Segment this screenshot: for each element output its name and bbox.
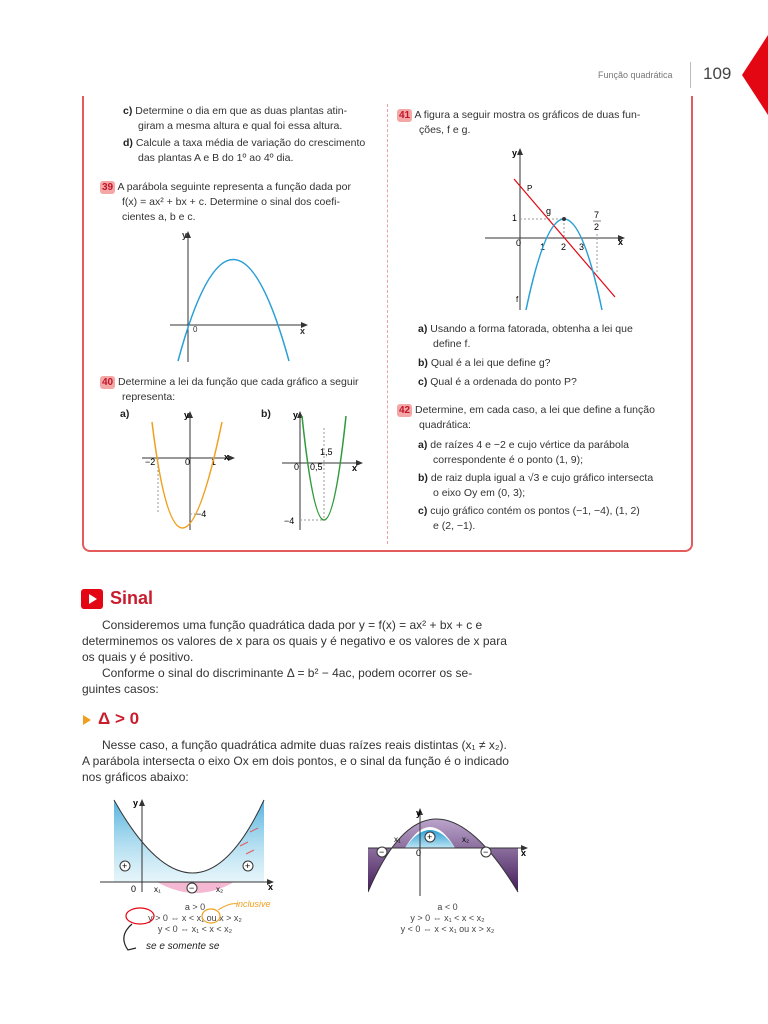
svg-text:x₁: x₁	[394, 835, 401, 844]
svg-text:P: P	[527, 184, 533, 193]
svg-text:+: +	[427, 832, 433, 842]
svg-text:x: x	[618, 237, 624, 247]
exercise-41-items: a) Usando a forma fatorada, obtenha a lei que define f. b) Qual é a lei que define g? c) Qual é a ordenada do ponto P?	[418, 323, 633, 388]
svg-text:y: y	[512, 148, 518, 158]
header-divider	[690, 62, 691, 88]
svg-text:y: y	[416, 808, 422, 818]
svg-text:−: −	[189, 883, 195, 893]
svg-text:y: y	[184, 410, 190, 420]
svg-text:x: x	[300, 326, 306, 336]
graph-40a-label: a)	[120, 408, 130, 420]
handwritten-note-inclusive: inclusive	[236, 899, 271, 909]
svg-text:x: x	[224, 452, 230, 462]
subsection-text: Nesse caso, a função quadrática admite duas raízes reais distintas (x₁ ≠ x₂). A parábola intersecta o eixo Ox em dois pontos, e o sinal da função é o indicado nos gráficos abaixo:	[82, 738, 509, 784]
svg-text:x₂: x₂	[462, 835, 470, 844]
svg-text:x₁: x₁	[154, 885, 161, 894]
svg-text:1: 1	[211, 457, 217, 467]
graph-40b-label: b)	[261, 408, 271, 420]
svg-text:−: −	[379, 847, 385, 857]
svg-text:−2: −2	[145, 457, 156, 467]
svg-text:x: x	[268, 882, 274, 892]
page-tab-marker	[742, 35, 768, 115]
exercise-41: 41 A figura a seguir mostra os gráficos de duas fun- ções, f e g.	[399, 109, 641, 136]
svg-text:2: 2	[561, 242, 567, 252]
exercise-number: 42	[399, 405, 411, 416]
exercise-42-items: a) de raízes 4 e −2 e cujo vértice da parábola correspondente é o ponto (1, 9); b) de raiz dupla igual a √3 e cujo gráfico intersecta o eixo Oy em (0, 3); c) cujo gráfico contém os pontos (−1, −4), (1, 2) e (2, −1).	[418, 439, 654, 532]
svg-text:g: g	[546, 206, 552, 216]
svg-text:0: 0	[185, 457, 191, 467]
svg-text:0,5: 0,5	[310, 462, 323, 472]
svg-text:y: y	[182, 230, 188, 240]
svg-text:0: 0	[294, 462, 300, 472]
exercise-number: 40	[102, 377, 114, 388]
svg-text:y: y	[133, 798, 139, 808]
exercise-39: 39 A parábola seguinte representa a função dada por f(x) = ax² + bx + c. Determine o sinal dos coefi- cientes a, b e c.	[102, 181, 351, 223]
subsection-title: Δ > 0	[98, 709, 140, 728]
handwritten-arrow	[118, 922, 148, 954]
sign-graph-downward	[368, 806, 533, 898]
section-intro: Consideremos uma função quadrática dada por y = f(x) = ax² + bx + c e determinemos os valores de x para os quais y é negativo e os valores de x para os quais y é positivo. Conforme o sinal do discriminante Δ = b² − 4ac, podem ocorrer os se- guintes casos:	[82, 618, 507, 696]
svg-text:x: x	[521, 848, 527, 858]
svg-text:+: +	[122, 861, 128, 871]
svg-text:3: 3	[579, 242, 585, 252]
svg-text:+: +	[245, 861, 251, 871]
exercise-40: 40 Determine a lei da função que cada gráfico a seguir representa:	[102, 376, 359, 403]
section-icon	[81, 589, 103, 609]
exercise-number: 41	[399, 110, 411, 121]
svg-text:f: f	[516, 295, 519, 304]
exercise-42: 42 Determine, em cada caso, a lei que define a função quadrática:	[399, 404, 655, 431]
svg-text:1: 1	[540, 242, 546, 252]
subsection-marker	[82, 713, 92, 732]
running-title: Função quadrática	[598, 70, 673, 80]
item-c: c) Determine o dia em que as duas plantas atin- giram a mesma altura e qual foi essa altura.	[123, 105, 348, 132]
svg-text:x₂: x₂	[216, 885, 224, 894]
handwritten-note-iff: se e somente se	[146, 941, 220, 952]
graph-41	[470, 142, 640, 312]
svg-text:7: 7	[594, 210, 600, 220]
svg-text:−: −	[483, 847, 489, 857]
svg-text:0: 0	[131, 884, 137, 894]
right-graph-caption: a < 0 y > 0 ⇔ x₁ < x < x₂ y < 0 ⇔ x < x₁ ou x > x₂	[400, 902, 495, 934]
page-number: 109	[703, 64, 732, 83]
svg-text:2: 2	[594, 222, 600, 232]
svg-text:−4: −4	[284, 516, 295, 526]
item-d: d) Calcule a taxa média de variação do crescimento das plantas A e B do 1º ao 4º dia.	[123, 137, 366, 164]
svg-text:0: 0	[416, 848, 422, 858]
graph-39	[160, 228, 320, 366]
svg-text:−4: −4	[196, 509, 207, 519]
svg-text:y: y	[293, 410, 299, 420]
svg-text:1: 1	[512, 213, 518, 223]
left-graph-caption: a > 0 y > 0 ⇔ x < x₁ ou x > x₂ y < 0 ⇔ x₁ < x < x₂	[148, 902, 242, 934]
svg-text:0: 0	[193, 325, 198, 334]
column-divider	[387, 104, 388, 544]
svg-text:1,5: 1,5	[320, 447, 333, 457]
sign-graph-upward	[100, 796, 280, 902]
exercise-number: 39	[102, 182, 114, 193]
svg-text:x: x	[352, 463, 358, 473]
svg-text:0: 0	[516, 238, 522, 248]
graph-40a	[140, 408, 240, 532]
graph-40b	[280, 408, 380, 532]
section-title: Sinal	[110, 588, 154, 608]
